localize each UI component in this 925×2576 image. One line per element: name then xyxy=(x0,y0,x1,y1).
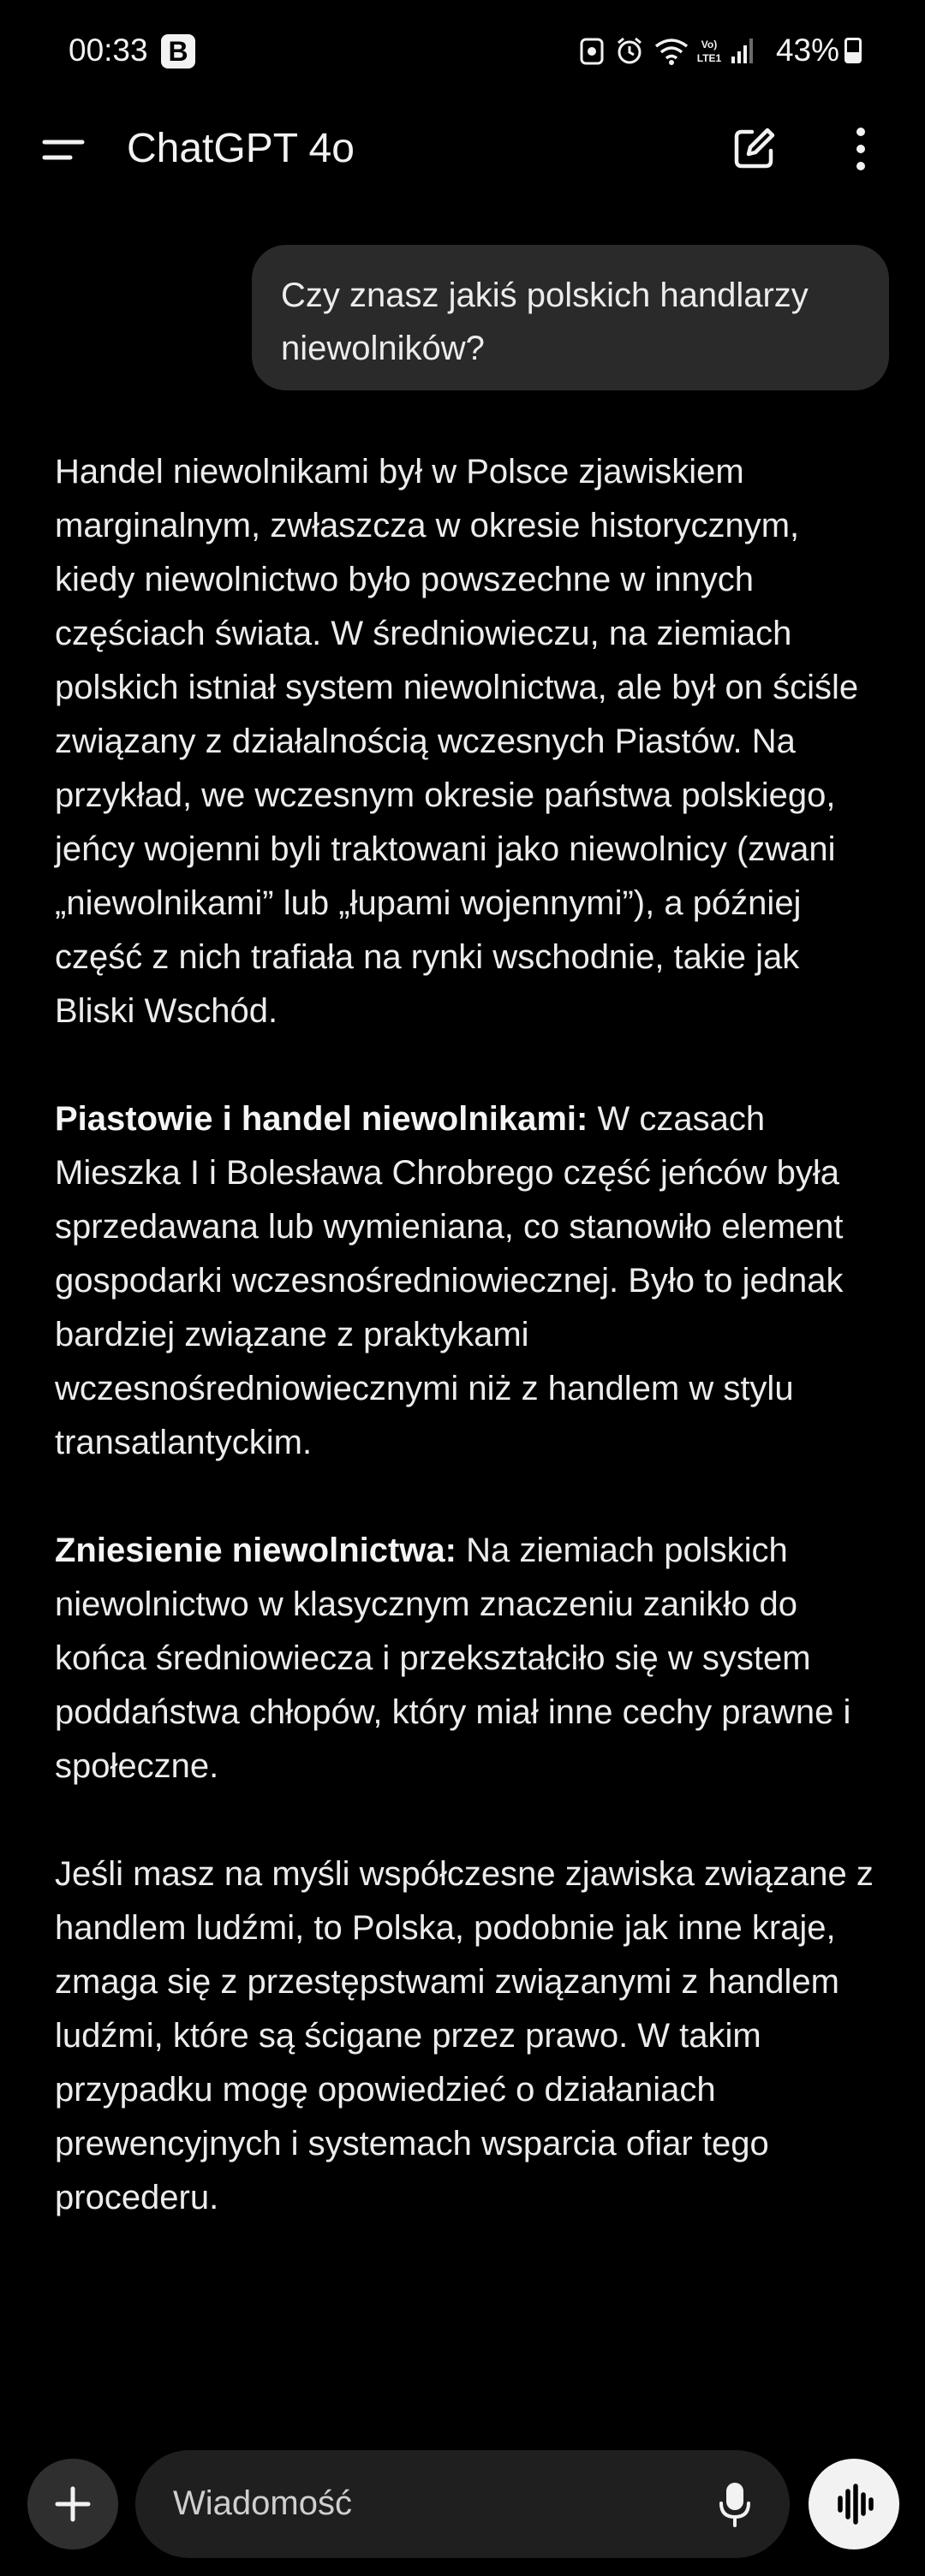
user-message-bubble[interactable] xyxy=(252,245,889,390)
attach-button[interactable] xyxy=(27,2459,118,2549)
assistant-paragraph: Handel niewolnikami był w Polsce zjawiskiem marginalnym, zwłaszcza w okresie historycznym, kiedy niewolnictwo było powszechne w innych częściach świata. W średniowieczu, na ziemiach polskich istniał system niewolnictwa, ale był on ściśle związany z działalnością wczesnych Piastów. Na przykład, we wczesnym okresie państwa polskiego, jeńcy wojenni byli traktowani jako niewolnicy (zwani „niewolnikami” lub „łupami wojennymi”), a później część z nich trafiała na rynki wschodnie, takie jak Bliski Wschód. xyxy=(55,453,859,1030)
wifi-icon xyxy=(654,38,689,65)
message-input[interactable] xyxy=(135,2450,790,2558)
battery-percent: 43% xyxy=(775,33,839,68)
battery-icon xyxy=(844,38,862,63)
svg-text:Vo): Vo) xyxy=(701,39,718,51)
assistant-paragraph-text: Na ziemiach polskich niewolnictwo w klasycznym znaczeniu zanikło do końca średniowiecza i przekształciło się w system poddaństwa chłopów, który miał inne cechy prawne i społeczne. xyxy=(55,1532,851,1785)
new-chat-icon[interactable] xyxy=(730,125,778,173)
app-bar xyxy=(0,103,925,197)
alarm-icon xyxy=(615,36,644,65)
assistant-bold-heading: Zniesienie niewolnictwa: xyxy=(55,1532,457,1569)
assistant-paragraph xyxy=(55,1524,877,1794)
message-input-placeholder: Wiadomość xyxy=(173,2484,352,2522)
assistant-paragraph-text: W czasach Mieszka I i Bolesława Chrobrego część jeńców była sprzedawana lub wymieniana, co stanowiło element gospodarki wczesnośredniowiecznej. Było to jednak bardziej związane z praktykami wczesnośredniowiecznymi niż z handlem w stylu transatlantyckim. xyxy=(55,1100,844,1461)
signal-icon xyxy=(730,36,755,65)
microphone-icon[interactable] xyxy=(718,2481,752,2529)
assistant-paragraph xyxy=(55,1092,877,1470)
composer xyxy=(0,2448,925,2560)
status-bar xyxy=(0,0,925,103)
voice-mode-icon xyxy=(809,2459,899,2549)
user-message-text: Czy znasz jakiś polskich handlarzy niewolników? xyxy=(281,277,809,367)
status-icons xyxy=(579,33,862,70)
volte-icon xyxy=(692,36,726,65)
menu-icon[interactable] xyxy=(41,130,86,170)
app-badge-icon: B xyxy=(161,34,195,68)
notification-icon xyxy=(579,36,605,65)
battery-level xyxy=(847,52,859,61)
more-options-icon[interactable] xyxy=(848,123,874,175)
model-selector[interactable]: ChatGPT 4o xyxy=(127,126,355,171)
assistant-paragraph: Jeśli masz na myśli współczesne zjawiska związane z handlem ludźmi, to Polska, podobnie jak inne kraje, zmaga się z przestępstwami związanymi z handlem ludźmi, które są ścigane przez prawo. W takim przypadku mogę opowiedzieć o działaniach prewencyjnych i systemach wsparcia ofiar tego procederu. xyxy=(55,1855,874,2216)
assistant-message xyxy=(55,445,877,2279)
voice-mode-button[interactable] xyxy=(809,2459,899,2549)
assistant-bold-heading: Piastowie i handel niewolnikami: xyxy=(55,1100,588,1138)
svg-text:LTE1: LTE1 xyxy=(696,52,722,64)
status-time: 00:33 xyxy=(69,33,148,68)
plus-icon xyxy=(27,2459,118,2549)
